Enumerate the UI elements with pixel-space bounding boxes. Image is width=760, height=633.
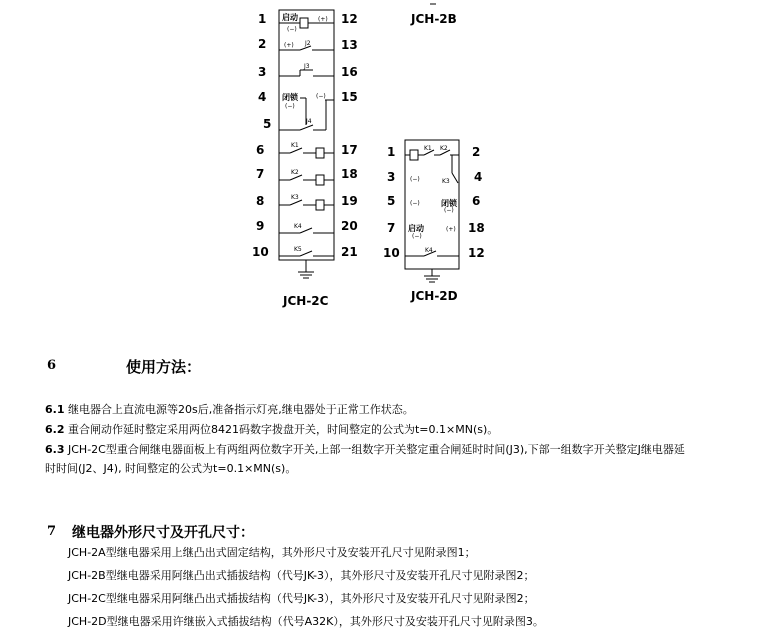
label-d-k4: K4 <box>425 247 433 254</box>
label-c-j4: J4 <box>306 118 312 125</box>
contact-icon <box>300 228 312 233</box>
pin-d-12: 12 <box>468 246 485 260</box>
label-c-minus-2: (−) <box>285 103 295 110</box>
pin-c-15: 15 <box>341 90 358 104</box>
label-d-plus: (+) <box>446 226 456 233</box>
label-d-k2: K2 <box>440 145 448 152</box>
label-c-k2: K2 <box>291 169 299 176</box>
pin-c-3: 3 <box>258 65 267 79</box>
pin-c-5: 5 <box>263 117 272 131</box>
pin-c-12: 12 <box>341 12 358 26</box>
indicator-icon <box>316 148 324 158</box>
indicator-icon <box>316 200 324 210</box>
label-c-bisuo: 闭锁 <box>282 93 298 102</box>
label-d-minus-1: (−) <box>410 176 420 183</box>
pin-c-13: 13 <box>341 38 358 52</box>
pin-c-18: 18 <box>341 167 358 181</box>
list-item: JCH-2A型继电器采用上继凸出式固定结构，其外形尺寸及安装开孔尺寸见附录图1； <box>68 546 476 559</box>
label-c-k3: K3 <box>291 194 299 201</box>
contact-icon <box>300 125 313 130</box>
indicator-icon <box>316 175 324 185</box>
item-6-3-continued: 时时间(J2、J4), 时间整定的公式为t=0.1×MN(s)。 <box>45 462 297 475</box>
list-item: JCH-2D型继电器采用许继嵌入式插拔结构（代号A32K），其外形尺寸及安装开孔尺寸见附录图3。 <box>68 615 544 628</box>
label-d-k1: K1 <box>424 145 432 152</box>
label-c-minus-1: (−) <box>287 26 297 33</box>
pin-c-19: 19 <box>341 194 358 208</box>
pin-c-21: 21 <box>341 245 358 259</box>
item-6-1 <box>45 400 755 419</box>
label-d-k3: K3 <box>442 178 450 185</box>
pin-d-10: 10 <box>383 246 400 260</box>
pin-c-17: 17 <box>341 143 358 157</box>
item-6-3-number: 6.3 <box>45 443 65 456</box>
contact-icon <box>452 173 458 183</box>
label-d-minus-4: (−) <box>412 233 422 240</box>
pin-c-9: 9 <box>256 219 265 233</box>
label-c-j2: J2 <box>305 40 311 47</box>
pin-d-6: 6 <box>472 194 481 208</box>
label-c-minus-3: (−) <box>316 93 326 100</box>
label-c-k1: K1 <box>291 142 299 149</box>
item-6-3 <box>45 440 757 459</box>
pin-c-8: 8 <box>256 194 265 208</box>
item-6-2 <box>45 420 755 439</box>
pin-d-1: 1 <box>387 145 396 159</box>
pin-c-20: 20 <box>341 219 358 233</box>
item-6-1-number: 6.1 <box>45 403 65 416</box>
label-c-plus-1: (+) <box>318 16 328 23</box>
pin-d-18: 18 <box>468 221 485 235</box>
pin-c-6: 6 <box>256 143 265 157</box>
label-d-minus-2: (−) <box>410 200 420 207</box>
item-6-1-text: 继电器合上直流电源等20s后,准备指示灯亮,继电器处于正常工作状态。 <box>68 403 414 416</box>
section-7-title: 继电器外形尺寸及开孔尺寸： <box>72 525 254 541</box>
label-c-plus-2: (+) <box>284 42 294 49</box>
pin-c-10: 10 <box>252 245 269 259</box>
contact-icon <box>300 251 312 256</box>
pin-d-2: 2 <box>472 145 481 159</box>
item-6-3-text: JCH-2C型重合闸继电器面板上有两组两位数字开关,上部一组数字开关整定重合闸延时时间(J3),下部一组数字开关整定J继电器延 <box>68 443 685 456</box>
pin-c-2: 2 <box>258 37 267 51</box>
list-item: JCH-2B型继电器采用阿继凸出式插拔结构（代号JK-3），其外形尺寸及安装开孔尺寸见附录图2； <box>68 569 535 582</box>
pin-c-1: 1 <box>258 12 267 26</box>
label-c-j3: J3 <box>304 63 310 70</box>
diagram-title-jch-2c: JCH-2C <box>283 294 329 308</box>
pin-c-4: 4 <box>258 90 267 104</box>
label-d-minus-3: (−) <box>444 207 454 214</box>
section-7-number: 7 <box>47 524 57 539</box>
pin-d-7: 7 <box>387 221 396 235</box>
section-6-number: 6 <box>47 358 57 373</box>
label-c-qidong: 启动 <box>282 13 298 22</box>
pin-d-4: 4 <box>474 170 483 184</box>
pin-d-3: 3 <box>387 170 396 184</box>
label-d-qidong: 启动 <box>408 224 424 233</box>
pin-c-7: 7 <box>256 167 265 181</box>
list-item: JCH-2C型继电器采用阿继凸出式插拔结构（代号JK-3），其外形尺寸及安装开孔尺寸见附录图2； <box>68 592 535 605</box>
pin-d-5: 5 <box>387 194 396 208</box>
item-6-2-number: 6.2 <box>45 423 65 436</box>
label-c-k4: K4 <box>294 223 302 230</box>
label-d-bisuo: 闭锁 <box>441 199 457 208</box>
diagram-title-jch-2b: JCH-2B <box>411 12 457 26</box>
diagram-title-jch-2d: JCH-2D <box>411 289 458 303</box>
item-6-2-text: 重合闸动作延时整定采用两位8421码数字拨盘开关，时间整定的公式为t=0.1×MN(s)。 <box>68 423 499 436</box>
pin-c-16: 16 <box>341 65 358 79</box>
section-6-title: 使用方法： <box>126 358 202 376</box>
indicator-icon <box>410 150 418 160</box>
section-7-list <box>68 541 758 633</box>
label-c-k5: K5 <box>294 246 302 253</box>
relay-coil-icon <box>300 18 308 28</box>
